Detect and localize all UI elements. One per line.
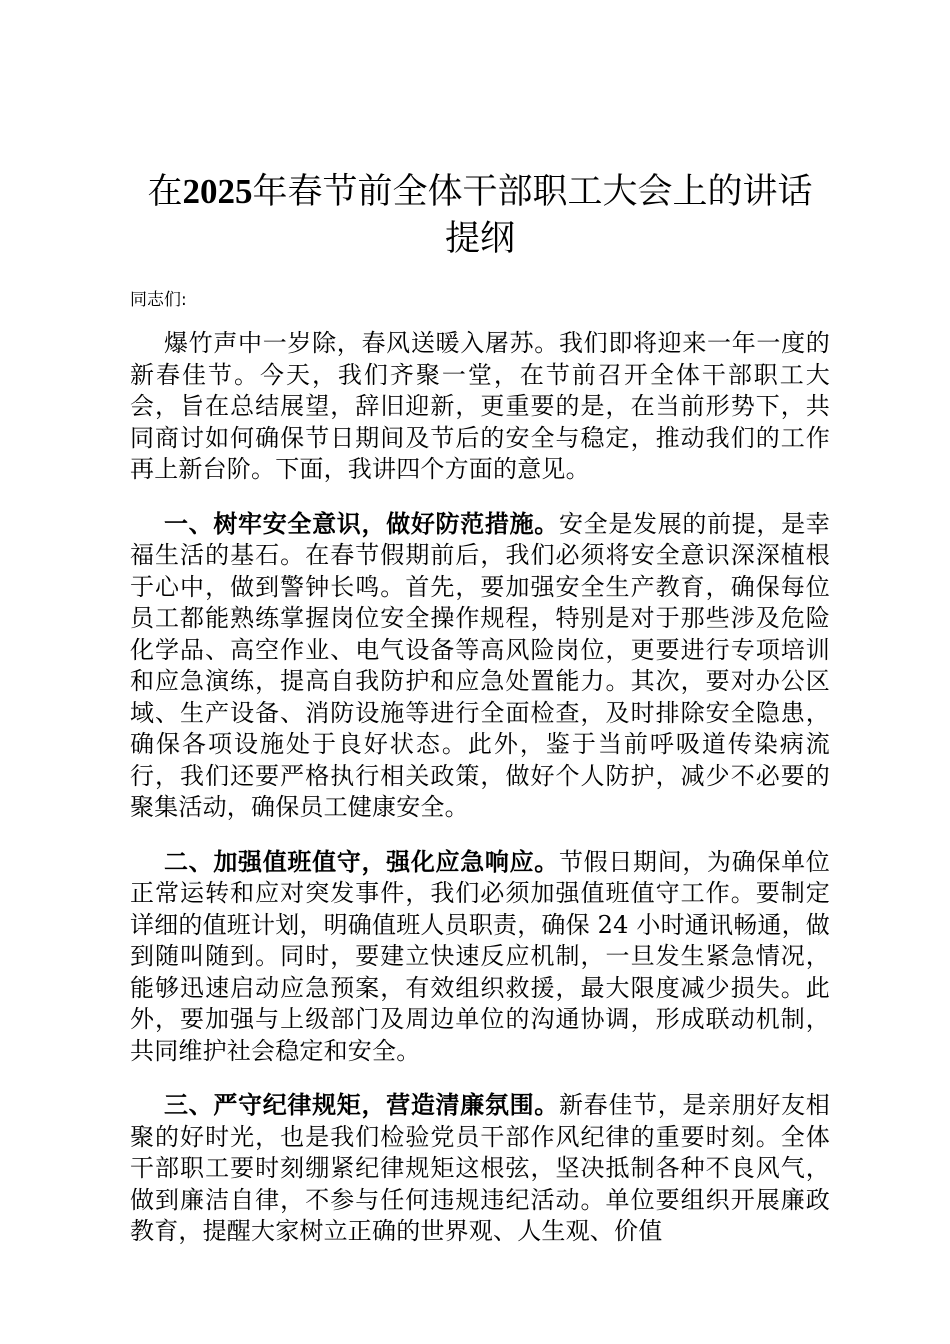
section-heading: 二、加强值班值守，强化应急响应。: [164, 846, 559, 876]
title-year: 2025: [182, 172, 253, 211]
paragraph-section-1: [130, 508, 830, 824]
paragraph-section-2: [130, 846, 830, 1068]
paragraph-section-3: [130, 1089, 830, 1248]
salutation: 同志们:: [130, 290, 187, 310]
paragraph-text: 新春佳节，是亲朋好友相聚的好时光，也是我们检验党员干部作风纪律的重要时刻。全体干部职工要时刻绷紧纪律规矩这根弦，坚决抵制各种不良风气，做到廉洁自律，不参与任何违规违纪活动。单位要组织开展廉政教育，提醒大家树立正确的世界观、人生观、价值: [130, 1091, 830, 1245]
title-part1: 在: [147, 172, 183, 212]
title-line2: 提纲: [444, 219, 515, 259]
document-page: [130, 168, 830, 1248]
paragraph-text: 节假日期间，为确保单位正常运转和应对突发事件，我们必须加强值班值守工作。要制定详细的值班计划，明确值班人员职责，确保 24 小时通讯畅通，做到随叫随到。同时，要建立快速反应机制，一旦发生紧急情况，能够迅速启动应急预案，有效组织救援，最大限度减少损失。此外，要加强与上级部门及周边单位的沟通协调，形成联动机制，共同维护社会稳定和安全。: [130, 847, 830, 1065]
document-title: [130, 168, 830, 263]
paragraph-intro: [130, 328, 830, 486]
section-heading: 三、严守纪律规矩，营造清廉氛围。: [164, 1090, 559, 1119]
paragraph-text: 爆竹声中一岁除，春风送暖入屠苏。我们即将迎来一年一度的新春佳节。今天，我们齐聚一堂，在节前召开全体干部职工大会，旨在总结展望，辞旧迎新，更重要的是，在当前形势下，共同商讨如何确保节日期间及节后的安全与稳定，推动我们的工作再上新台阶。下面，我讲四个方面的意见。: [130, 329, 830, 483]
paragraph-text: 安全是发展的前提，是幸福生活的基石。在春节假期前后，我们必须将安全意识深深植根于心中，做到警钟长鸣。首先，要加强安全生产教育，确保每位员工都能熟练掌握岗位安全操作规程，特别是对于那些涉及危险化学品、高空作业、电气设备等高风险岗位，更要进行专项培训和应急演练，提高自我防护和应急处置能力。其次，要对办公区域、生产设备、消防设施等进行全面检查，及时排除安全隐患，确保各项设施处于良好状态。此外，鉴于当前呼吸道传染病流行，我们还要严格执行相关政策，做好个人防护，减少不必要的聚集活动，确保员工健康安全。: [130, 509, 830, 821]
section-heading: 一、树牢安全意识，做好防范措施。: [164, 508, 559, 538]
title-part2: 年春节前全体干部职工大会上的讲话: [252, 172, 813, 212]
